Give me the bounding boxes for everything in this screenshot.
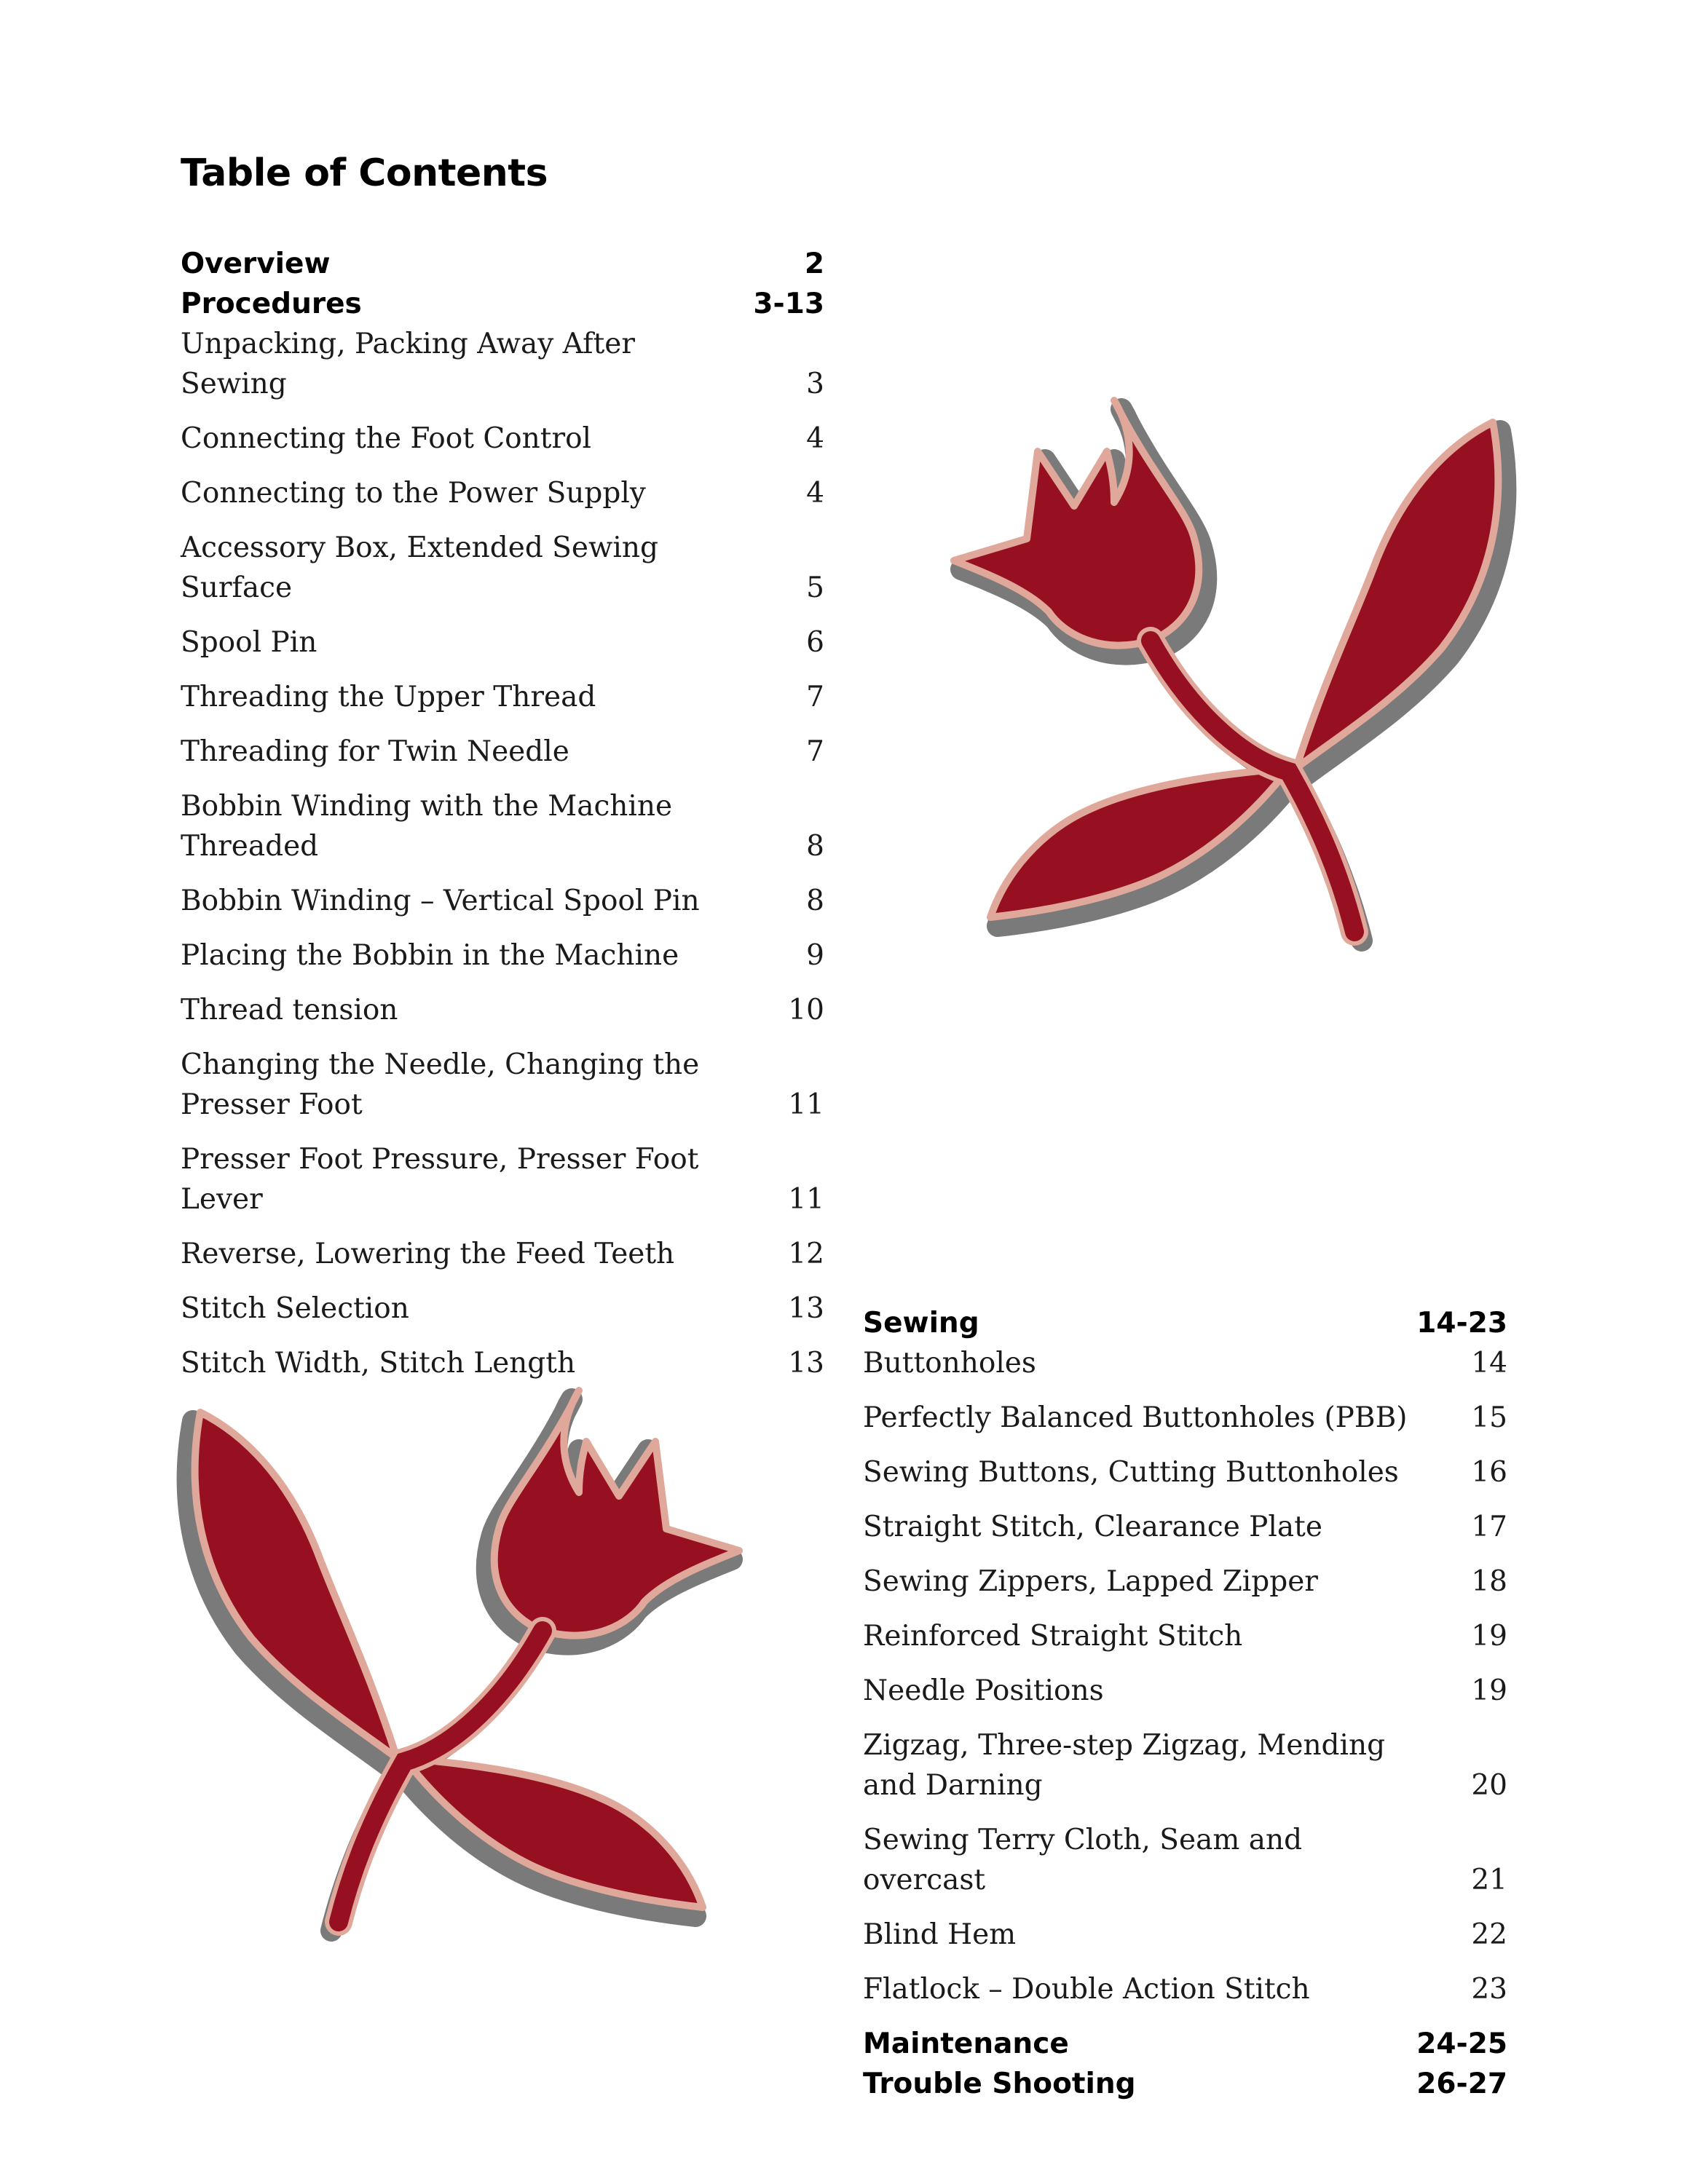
toc-entry-placing-the-bobbin-in-the-machine — [181, 935, 824, 976]
toc-page-number: 4 — [806, 422, 824, 455]
toc-label: Reinforced Straight Stitch — [863, 1620, 1243, 1653]
toc-entry-threading-the-upper-thread — [181, 677, 824, 717]
toc-entry-threading-for-twin-needle — [181, 732, 824, 772]
toc-label: Stitch Width, Stitch Length — [181, 1347, 576, 1380]
toc-entry-perfectly-balanced-buttonholes-pbb — [863, 1398, 1507, 1438]
toc-label: Trouble Shooting — [863, 2068, 1136, 2100]
toc-label: Threading for Twin Needle — [181, 735, 569, 768]
toc-label: Spool Pin — [181, 626, 318, 659]
toc-section-trouble-shooting — [863, 2064, 1507, 2104]
toc-page-number: 5 — [806, 571, 824, 604]
toc-page-number: 18 — [1471, 1565, 1507, 1598]
toc-right-column — [863, 1303, 1507, 2104]
toc-page-number: 4 — [806, 477, 824, 510]
toc-entry-blind-hem — [863, 1915, 1507, 1955]
toc-entry-thread-tension — [181, 990, 824, 1030]
toc-entry-sewing-buttons-cutting-buttonholes — [863, 1452, 1507, 1492]
toc-label: Unpacking, Packing Away After Sewing — [181, 328, 635, 400]
toc-page-number: 24-25 — [1416, 2027, 1507, 2060]
toc-label: Perfectly Balanced Buttonholes (PBB) — [863, 1401, 1408, 1434]
toc-page-number: 11 — [788, 1088, 824, 1121]
toc-label: Maintenance — [863, 2027, 1069, 2060]
toc-section-overview — [181, 244, 824, 284]
toc-page-number: 26-27 — [1416, 2068, 1507, 2100]
toc-label: Threading the Upper Thread — [181, 681, 596, 713]
toc-page-number: 6 — [806, 626, 824, 659]
toc-entry-connecting-the-foot-control — [181, 419, 824, 459]
toc-page-number: 21 — [1471, 1864, 1507, 1896]
toc-entry-straight-stitch-clearance-plate — [863, 1507, 1507, 1547]
toc-entry-bobbin-winding-vertical-spool-pin — [181, 881, 824, 921]
toc-label: Blind Hem — [863, 1918, 1017, 1951]
tulip-icon — [947, 393, 1529, 990]
toc-entry-sewing-terry-cloth-seam-and-overcast — [863, 1820, 1507, 1900]
toc-page-number: 17 — [1471, 1511, 1507, 1543]
toc-label: Changing the Needle, Changing the Presser Foot — [181, 1048, 700, 1121]
toc-page-number: 2 — [804, 248, 824, 280]
toc-label: Bobbin Winding – Vertical Spool Pin — [181, 885, 700, 917]
toc-label: Connecting the Foot Control — [181, 422, 592, 455]
toc-entry-unpacking-packing-away-after-sewing — [181, 324, 824, 404]
toc-entry-stitch-width-stitch-length — [181, 1343, 824, 1383]
toc-section-procedures — [181, 284, 824, 324]
toc-label: Sewing Terry Cloth, Seam and overcast — [863, 1824, 1303, 1896]
toc-entry-accessory-box-extended-sewing-surface — [181, 528, 824, 608]
toc-label: Overview — [181, 248, 331, 280]
page-title: Table of Contents — [181, 151, 548, 195]
toc-page-number: 16 — [1471, 1456, 1507, 1489]
toc-page-number: 7 — [806, 681, 824, 713]
toc-page-number: 22 — [1471, 1918, 1507, 1951]
toc-label: Procedures — [181, 288, 362, 320]
toc-entry-connecting-to-the-power-supply — [181, 473, 824, 513]
toc-label: Thread tension — [181, 994, 398, 1026]
toc-page-number: 12 — [788, 1238, 824, 1270]
toc-page-number: 8 — [806, 830, 824, 863]
toc-label: Buttonholes — [863, 1347, 1036, 1380]
toc-section-maintenance — [863, 2024, 1507, 2064]
toc-page-number: 9 — [806, 939, 824, 972]
toc-page-number: 11 — [788, 1183, 824, 1216]
toc-label: Needle Positions — [863, 1674, 1104, 1707]
toc-label: Sewing — [863, 1307, 979, 1340]
toc-entry-reinforced-straight-stitch — [863, 1616, 1507, 1656]
toc-label: Placing the Bobbin in the Machine — [181, 939, 679, 972]
toc-page-number: 3-13 — [753, 288, 824, 320]
toc-page-number: 19 — [1471, 1620, 1507, 1653]
toc-label: Bobbin Winding with the Machine Threaded — [181, 790, 673, 863]
toc-entry-bobbin-winding-with-the-machine-threaded — [181, 786, 824, 866]
toc-entry-needle-positions — [863, 1671, 1507, 1711]
toc-label: Reverse, Lowering the Feed Teeth — [181, 1238, 675, 1270]
toc-label: Straight Stitch, Clearance Plate — [863, 1511, 1322, 1543]
toc-page-number: 10 — [788, 994, 824, 1026]
toc-page-number: 14-23 — [1416, 1307, 1507, 1340]
toc-label: Flatlock – Double Action Stitch — [863, 1973, 1310, 2006]
toc-entry-sewing-zippers-lapped-zipper — [863, 1562, 1507, 1602]
toc-label: Stitch Selection — [181, 1292, 409, 1325]
toc-entry-presser-foot-pressure-presser-foot-lever — [181, 1139, 824, 1219]
toc-page-number: 23 — [1471, 1973, 1507, 2006]
toc-page-number: 8 — [806, 885, 824, 917]
toc-entry-buttonholes — [863, 1343, 1507, 1383]
toc-page-number: 14 — [1471, 1347, 1507, 1380]
toc-entry-zigzag-three-step-zigzag-mending-and-darning — [863, 1725, 1507, 1805]
toc-entry-flatlock-double-action-stitch — [863, 1969, 1507, 2009]
toc-page-number: 20 — [1471, 1769, 1507, 1802]
toc-entry-stitch-selection — [181, 1289, 824, 1329]
toc-page-number: 19 — [1471, 1674, 1507, 1707]
toc-page-number: 7 — [806, 735, 824, 768]
toc-label: Zigzag, Three-step Zigzag, Mending and Darning — [863, 1729, 1386, 1802]
toc-entry-changing-the-needle-changing-the-presser-foot — [181, 1045, 824, 1125]
toc-page-number: 13 — [788, 1292, 824, 1325]
toc-left-column — [181, 244, 824, 1398]
toc-entry-spool-pin — [181, 622, 824, 662]
toc-page-number: 15 — [1471, 1401, 1507, 1434]
toc-label: Sewing Buttons, Cutting Buttonholes — [863, 1456, 1399, 1489]
toc-label: Accessory Box, Extended Sewing Surface — [181, 531, 658, 604]
toc-page-number: 3 — [806, 368, 824, 400]
toc-page-number: 13 — [788, 1347, 824, 1380]
toc-label: Presser Foot Pressure, Presser Foot Lever — [181, 1143, 699, 1216]
tulip-icon — [164, 1383, 746, 1980]
toc-label: Sewing Zippers, Lapped Zipper — [863, 1565, 1318, 1598]
toc-label: Connecting to the Power Supply — [181, 477, 646, 510]
toc-entry-reverse-lowering-the-feed-teeth — [181, 1234, 824, 1274]
toc-section-sewing — [863, 1303, 1507, 1343]
